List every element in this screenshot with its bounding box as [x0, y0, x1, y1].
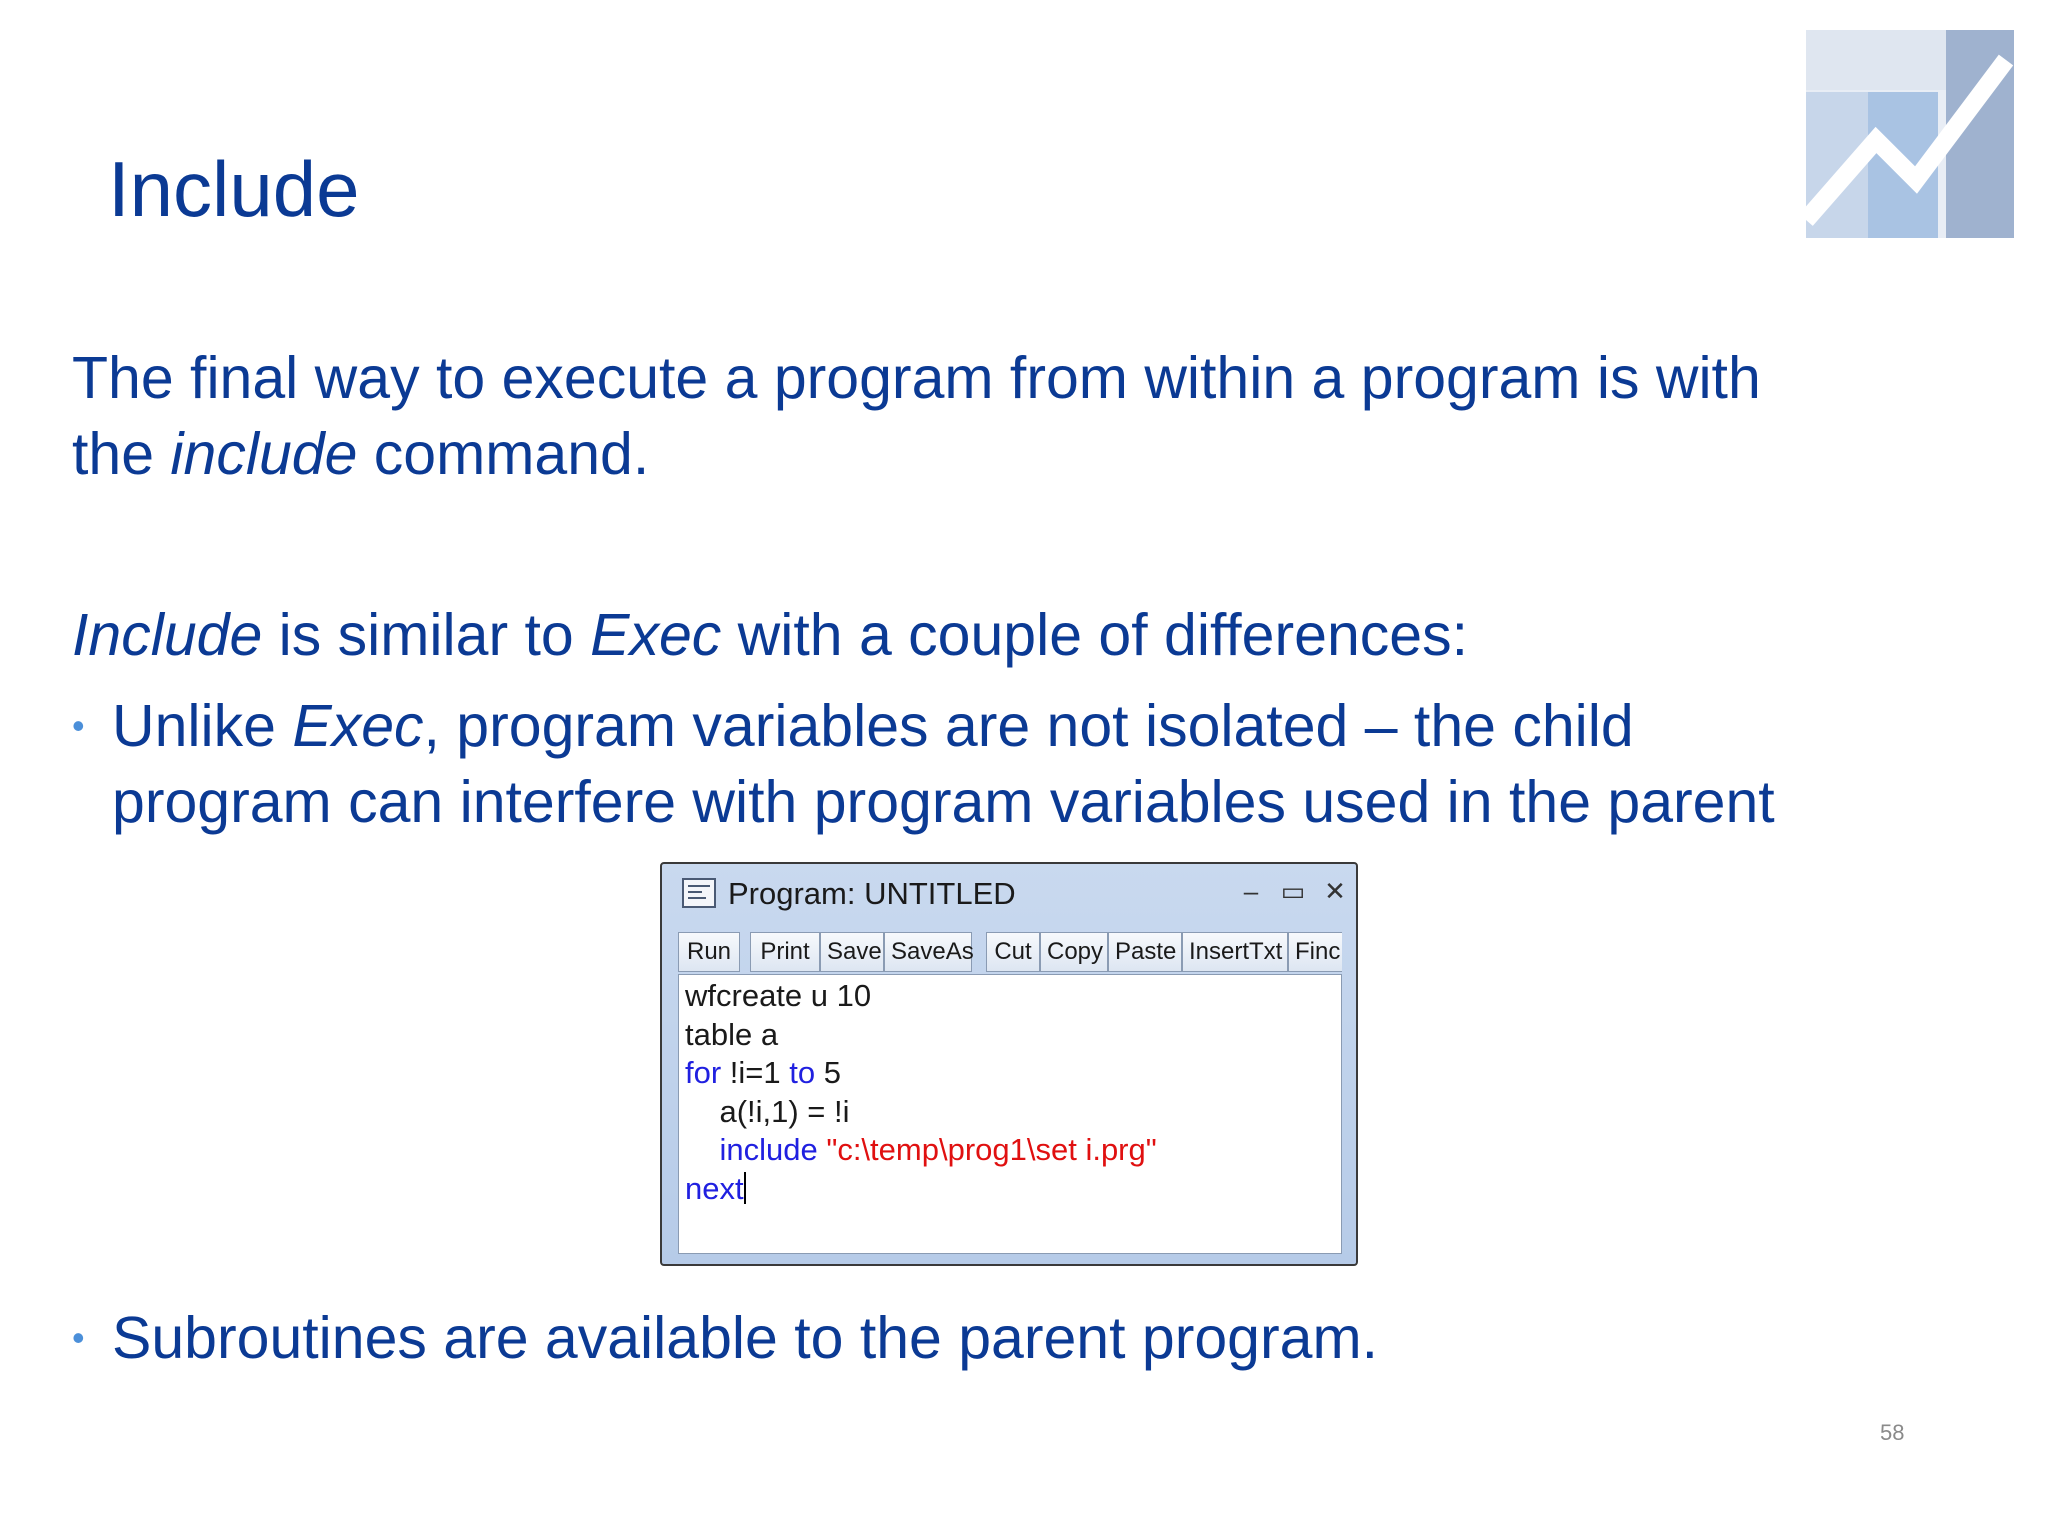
program-toolbar [678, 932, 1342, 972]
code-keyword: to [789, 1055, 816, 1090]
intro-paragraph [72, 340, 1761, 492]
code-keyword: next [685, 1170, 744, 1206]
include-emphasis: Include [72, 602, 263, 668]
bullet-emphasis: Exec [292, 693, 424, 759]
close-icon[interactable]: ✕ [1324, 876, 1346, 906]
save-as-button[interactable]: SaveAs [884, 932, 972, 972]
text-cursor [744, 1172, 746, 1204]
bullet-item [72, 1300, 1972, 1380]
insert-text-button[interactable]: InsertTxt [1182, 932, 1288, 972]
exec-emphasis: Exec [590, 602, 722, 668]
save-button[interactable]: Save [820, 932, 884, 972]
print-button[interactable]: Print [750, 932, 820, 972]
intro-text: the [72, 421, 171, 487]
code-line: a(!i,1) = !i [685, 1093, 850, 1129]
code-keyword: include [719, 1132, 818, 1167]
bullet-icon: • [72, 1317, 85, 1358]
intro-emphasis: include [170, 421, 358, 487]
cut-button[interactable]: Cut [986, 932, 1040, 972]
program-code-editor[interactable] [678, 974, 1342, 1254]
bullet-text-start: Unlike [112, 693, 293, 759]
page-title: Include [108, 145, 360, 233]
program-file-icon [682, 878, 716, 908]
code-text: !i=1 [721, 1055, 790, 1090]
bullet-text: Subroutines are available to the parent program. [112, 1305, 1378, 1371]
bullet-line-2: program can interfere with program variables used in the parent [112, 769, 1775, 835]
chart-logo-icon [1806, 30, 2014, 238]
code-indent [685, 1132, 719, 1167]
program-window-title: Program: UNTITLED [728, 876, 1016, 911]
code-string: "c:\temp\prog1\set i.prg" [817, 1132, 1157, 1167]
code-line: table a [685, 1016, 779, 1052]
maximize-icon[interactable]: ▭ [1280, 876, 1306, 906]
intro-line-1: The final way to execute a program from within a program is with [72, 345, 1761, 411]
program-window [660, 862, 1358, 1266]
bullet-text [112, 688, 1775, 840]
bullet-icon: • [72, 705, 85, 746]
program-titlebar[interactable] [662, 864, 1356, 924]
page-number: 58 [1880, 1420, 1905, 1445]
find-button[interactable]: Finc [1288, 932, 1342, 972]
bullet-text-rest: , program variables are not isolated – the child [423, 693, 1634, 759]
similar-text: is similar to [262, 602, 591, 668]
run-button[interactable]: Run [678, 932, 740, 972]
bullet-line-1 [112, 688, 1775, 764]
similar-paragraph [72, 597, 1468, 673]
code-line [685, 1131, 1341, 1170]
code-line [685, 1054, 1341, 1093]
code-line: wfcreate u 10 [685, 978, 872, 1013]
similar-text-end: with a couple of differences: [721, 602, 1468, 668]
minimize-icon[interactable]: – [1243, 876, 1259, 906]
copy-button[interactable]: Copy [1040, 932, 1108, 972]
code-text: 5 [815, 1055, 841, 1090]
paste-button[interactable]: Paste [1108, 932, 1182, 972]
intro-text-end: command. [357, 421, 650, 487]
bullet-item [72, 688, 1972, 848]
code-keyword: for [685, 1055, 722, 1090]
code-line [685, 1170, 1341, 1209]
intro-line-2 [72, 416, 1761, 492]
